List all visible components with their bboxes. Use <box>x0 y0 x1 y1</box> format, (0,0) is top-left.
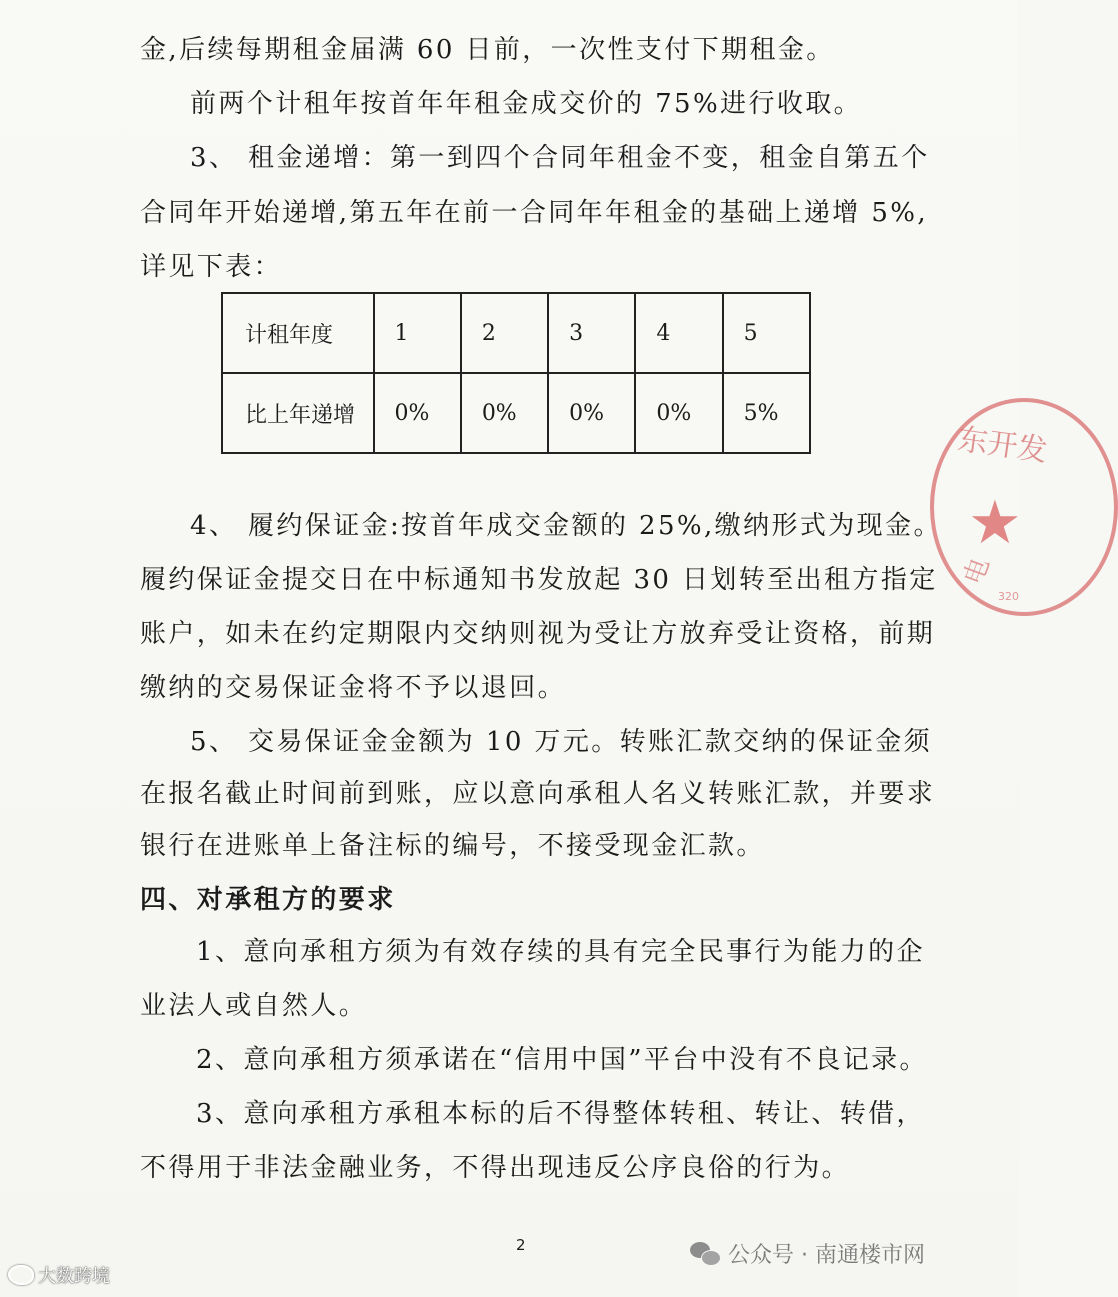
paragraph-line: 详见下表： <box>140 252 283 282</box>
seal-text-top: 东开发 <box>955 421 1050 470</box>
table-cell: 1 <box>374 293 461 373</box>
paragraph-line: 银行在进账单上备注标的编号，不接受现金汇款。 <box>140 831 765 861</box>
page-number: 2 <box>516 1236 526 1254</box>
table-header-cell: 比上年递增 <box>222 373 374 453</box>
seal-number: 320 <box>998 590 1019 603</box>
paragraph-line: 前两个计租年按首年年租金成交价的 75%进行收取。 <box>190 89 863 119</box>
paragraph-line: 业法人或自然人。 <box>140 991 368 1021</box>
table-cell: 5 <box>723 293 810 373</box>
table-cell: 2 <box>461 293 548 373</box>
seal-star-icon: ★ <box>968 488 1022 558</box>
paragraph-line: 缴纳的交易保证金将不予以退回。 <box>140 673 567 703</box>
table-cell: 4 <box>635 293 722 373</box>
paragraph-line: 1、意向承租方须为有效存续的具有完全民事行为能力的企 <box>196 937 925 967</box>
table-row <box>222 293 810 373</box>
paragraph-line: 3、意向承租方承租本标的后不得整体转租、转让、转借， <box>196 1099 925 1129</box>
table-row <box>222 373 810 453</box>
seal-text-side: 电 <box>958 554 996 589</box>
paragraph-line: 4、 履约保证金:按首年成交金额的 25%,缴纳形式为现金。 <box>190 511 942 541</box>
paragraph-line: 履约保证金提交日在中标通知书发放起 30 日划转至出租方指定 <box>140 565 938 595</box>
paragraph-line: 在报名截止时间前到账，应以意向承租人名义转账汇款，并要求 <box>140 779 936 809</box>
paragraph-line: 5、 交易保证金金额为 10 万元。转账汇款交纳的保证金须 <box>190 727 933 757</box>
table-cell: 0% <box>548 373 635 453</box>
weibo-icon <box>8 1265 34 1285</box>
section-heading: 四、对承租方的要求 <box>140 885 396 915</box>
table-cell: 5% <box>723 373 810 453</box>
paragraph-line: 金,后续每期租金届满 60 日前，一次性支付下期租金。 <box>140 35 835 65</box>
paragraph-line: 账户，如未在约定期限内交纳则视为受让方放弃受让资格，前期 <box>140 619 936 649</box>
table-header-cell: 计租年度 <box>222 293 374 373</box>
paragraph-line: 不得用于非法金融业务，不得出现违反公序良俗的行为。 <box>140 1153 851 1183</box>
rent-increase-table <box>221 292 811 454</box>
wechat-icon <box>690 1242 720 1266</box>
paragraph-line: 3、 租金递增：第一到四个合同年租金不变，租金自第五个 <box>190 143 930 173</box>
paragraph-line: 2、意向承租方须承诺在“信用中国”平台中没有不良记录。 <box>196 1045 928 1075</box>
watermark-wechat <box>690 1238 925 1269</box>
watermark-text: 公众号 · 南通楼市网 <box>728 1243 925 1268</box>
table-cell: 0% <box>461 373 548 453</box>
table-cell: 0% <box>635 373 722 453</box>
paragraph-line: 合同年开始递增,第五年在前一合同年年租金的基础上递增 5%, <box>140 198 929 228</box>
watermark-weibo <box>8 1262 110 1288</box>
watermark-text: 大数跨境 <box>38 1266 110 1287</box>
table-cell: 3 <box>548 293 635 373</box>
table-cell: 0% <box>374 373 461 453</box>
